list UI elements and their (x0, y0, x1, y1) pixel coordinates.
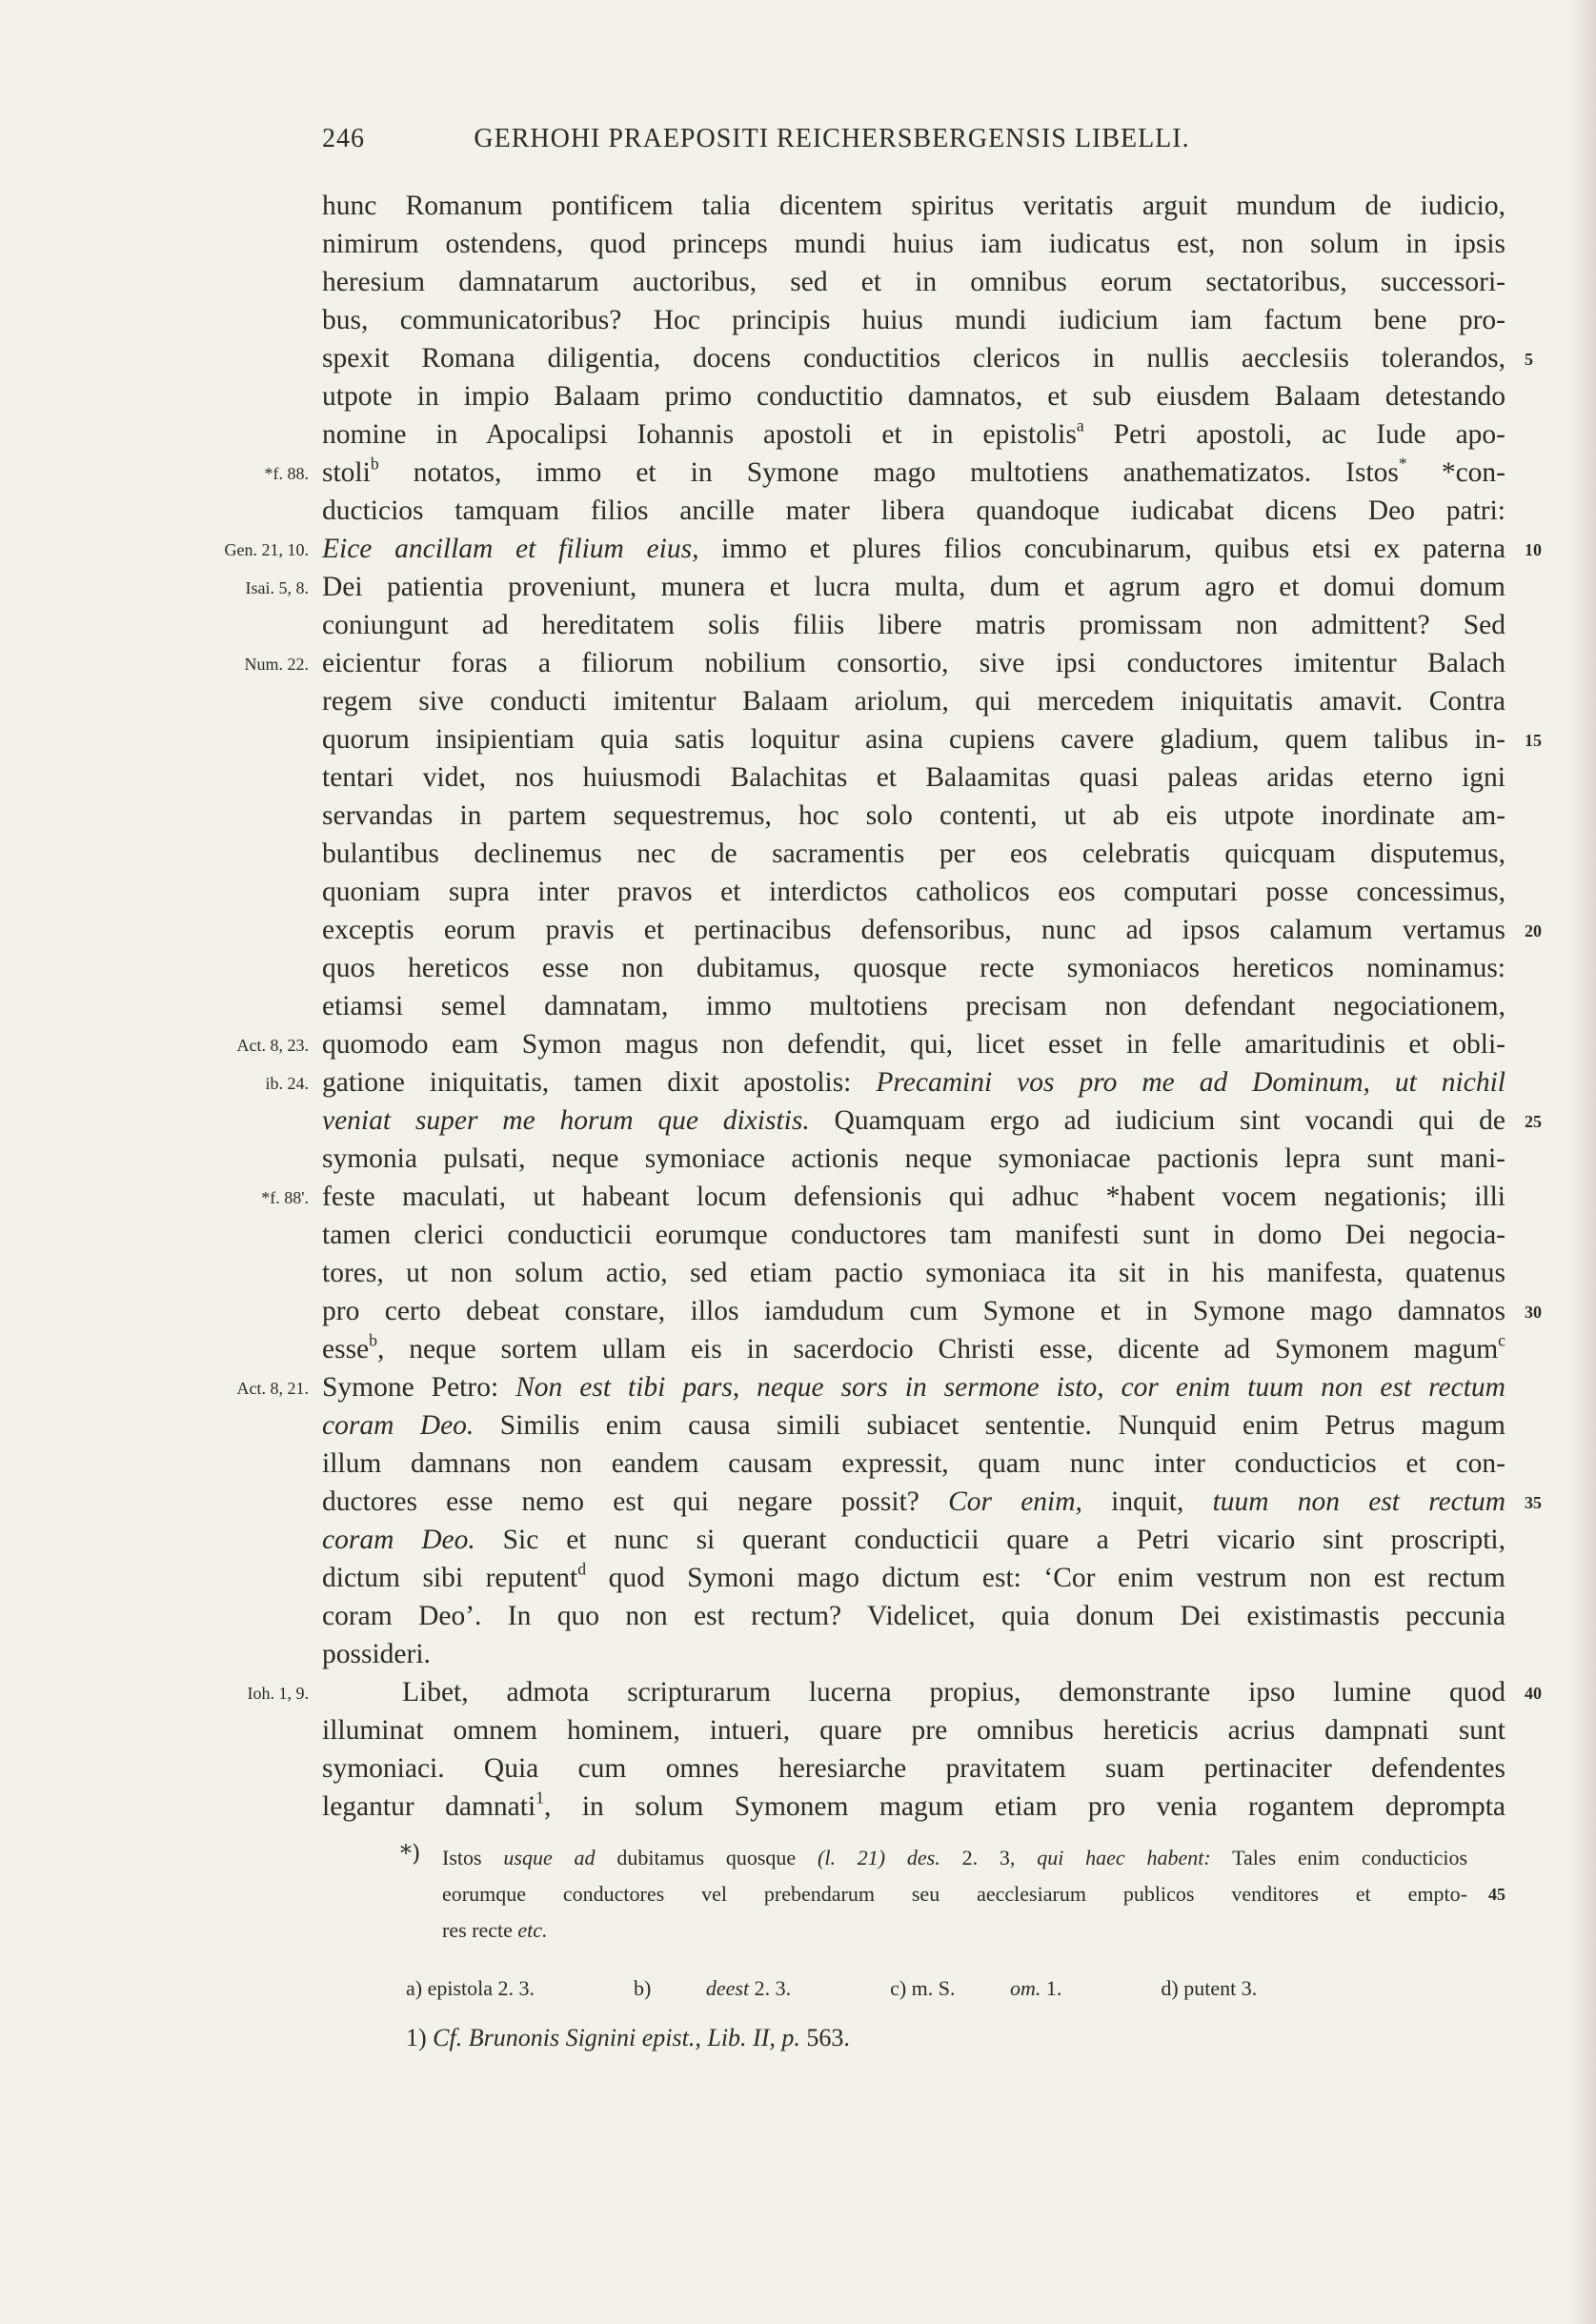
text-segment: Precamini vos pro me ad Dominum, ut nichil (876, 1067, 1505, 1098)
text-segment: tentari videt, nos huiusmodi Balachitas et Balaamitas quasi paleas aridas eterno igni (322, 762, 1505, 793)
text-segment: quod Symoni mago dictum est: ‘Cor enim vestrum non est rectum (586, 1563, 1505, 1593)
margin-reference: Num. 22. (244, 655, 309, 674)
text-segment: symoniaci. Quia cum omnes heresiarche pravitatem suam pertinaciter defendentes (322, 1753, 1505, 1784)
text-segment: Istos (442, 1846, 504, 1869)
text-segment: stoli (322, 457, 371, 488)
text-segment: d) putent 3. (1161, 1976, 1258, 2000)
text-segment: Sic et nunc si querant conducticii quare a Petri vicario sint proscripti, (475, 1525, 1506, 1555)
text-line (322, 987, 1505, 1025)
text-segment: 563. (799, 2024, 850, 2051)
text-segment: des. (906, 1846, 940, 1869)
footnote-ref: * (1398, 454, 1407, 474)
text-segment: hunc Romanum pontificem talia dicentem spiritus veritatis arguit mundum de iudicio, (322, 191, 1505, 221)
text-segment: esse (322, 1334, 370, 1364)
margin-reference: Gen. 21, 10. (224, 540, 309, 559)
text-segment: 1) (406, 2024, 434, 2051)
footnote-star-marker: *) (400, 1840, 421, 1867)
footnote-line (400, 1876, 1505, 1912)
text-line (322, 758, 1505, 797)
text-segment: symonia pulsati, neque symoniace actionis neque symoniacae pactionis lepra sunt mani- (322, 1143, 1505, 1174)
text-line (322, 835, 1505, 873)
text-segment: heresium damnatarum auctoribus, sed et in omnibus eorum sectatoribus, successori- (322, 267, 1505, 297)
footnote-ref: c (1498, 1330, 1505, 1350)
page-edge-shadow (1571, 0, 1596, 2324)
text-segment: qui haec habent: (1037, 1846, 1211, 1869)
line-number: 5 (1525, 350, 1533, 369)
text-segment: notatos, immo et in Symone mago multotiens anathematizatos. Istos (378, 457, 1399, 488)
variant-note (406, 1976, 584, 2000)
text-line (322, 797, 1505, 835)
line-number: 40 (1525, 1684, 1542, 1703)
text-line (245, 568, 1505, 606)
line-number: 25 (1525, 1112, 1542, 1131)
text-line (236, 1368, 1505, 1406)
text-line (261, 1178, 1505, 1216)
text-segment: usque ad (503, 1846, 596, 1869)
footnote-ref: d (577, 1559, 587, 1579)
margin-reference: Isai. 5, 8. (245, 578, 309, 597)
text-segment: Petri apostoli, ac Iude apo- (1083, 419, 1505, 450)
text-segment: pro certo debeat constare, illos iamdudum cum Symone et in Symone mago damnatos (322, 1296, 1505, 1326)
text-segment: om. (1010, 1976, 1041, 2000)
text-line (264, 454, 1505, 492)
line-number: 10 (1525, 540, 1542, 559)
text-segment: Cf. Brunonis Signini epist., Lib. II, p. (433, 2024, 800, 2051)
text-line (322, 1483, 1542, 1521)
text-segment: quoniam supra inter pravos et interdictos catholicos eos computari posse concessimus, (322, 877, 1505, 907)
variant-note (634, 1976, 840, 2000)
text-line (322, 339, 1533, 377)
text-segment: coram Deo’. In quo non est rectum? Videlicet, quia donum Dei existimastis peccunia (322, 1601, 1505, 1631)
text-line (322, 1140, 1505, 1178)
running-title: GERHOHI PRAEPOSITI REICHERSBERGENSIS LIBELLI. (474, 124, 1190, 153)
text-segment: Symone Petro: (322, 1372, 516, 1403)
text-line (322, 606, 1505, 644)
textual-variants (406, 1976, 1356, 2001)
text-segment: immo et plures filios concubinarum, quibus etsi ex paterna (698, 534, 1505, 564)
text-segment: quomodo eam Symon magus non defendit, qui, licet esset in felle amaritudinis et obli- (322, 1029, 1505, 1060)
text-segment: 2. 3, (939, 1846, 1038, 1869)
margin-reference: Ioh. 1, 9. (247, 1684, 309, 1703)
text-line (322, 1559, 1505, 1597)
text-segment: inquit, (1081, 1486, 1213, 1517)
text-segment: ductores esse nemo est qui negare possit? (322, 1486, 949, 1517)
text-segment: Quamquam ergo ad iudicium sint vocandi qui de (809, 1105, 1505, 1136)
line-number: 35 (1525, 1493, 1542, 1512)
text-segment: Similis enim causa simili subiacet sententie. Nunquid enim Petrus magum (474, 1410, 1506, 1441)
footnote-ref: a (1076, 415, 1084, 435)
text-line (322, 1292, 1542, 1330)
text-line (322, 492, 1505, 530)
text-segment: feste maculati, ut habeant locum defensionis qui adhuc *habent vocem negationis; illi (322, 1182, 1505, 1212)
margin-reference: *f. 88'. (261, 1188, 309, 1207)
text-line (322, 1101, 1542, 1140)
text-segment: res recte (442, 1918, 518, 1942)
text-segment: tores, ut non solum actio, sed etiam pactio symoniaca ita sit in his manifesta, quatenus (322, 1258, 1505, 1288)
text-line (322, 377, 1505, 415)
text-segment: spexit Romana diligentia, docens conductitios clericos in nullis aecclesiis tolerandos, (322, 343, 1505, 374)
text-line (322, 263, 1505, 301)
text-line (322, 1216, 1505, 1254)
text-segment: eorumque conductores vel prebendarum seu aecclesiarum publicos venditores et empto- (442, 1882, 1467, 1906)
text-line (244, 644, 1505, 682)
text-segment: 2. 3. (749, 1976, 792, 2000)
text-line (322, 1445, 1505, 1483)
text-segment: c) m. S. (890, 1976, 961, 2000)
text-line (224, 530, 1542, 568)
text-segment: (l. 21) (818, 1846, 886, 1869)
margin-reference: *f. 88. (264, 464, 309, 483)
text-segment: deest (705, 1976, 750, 2000)
text-segment: illum damnans non eandem causam expressit, quam nunc inter conducticios et con- (322, 1448, 1505, 1479)
text-segment: etc. (517, 1918, 548, 1942)
footnote-star (400, 1840, 1505, 1949)
text-line (322, 1711, 1505, 1749)
text-segment: eicientur foras a filiorum nobilium consortio, sive ipsi conductores imitentur Balach (322, 648, 1505, 678)
text-segment: regem sive conducti imitentur Balaam ariolum, qui mercedem iniquitatis amavit. Contra (322, 686, 1505, 717)
text-segment: tamen clerici conducticii eorumque conductores tam manifesti sunt in domo Dei negocia- (322, 1220, 1505, 1250)
text-line (322, 911, 1542, 949)
text-segment: *con- (1406, 457, 1505, 488)
text-line (322, 1254, 1505, 1292)
text-segment: Tales enim conducticios (1210, 1846, 1468, 1869)
text-segment: nimirum ostendens, quod princeps mundi huius iam iudicatus est, non solum in ipsis (322, 229, 1505, 259)
text-segment: a) epistola 2. 3. (406, 1976, 535, 2000)
text-line (322, 873, 1505, 911)
text-segment: exceptis eorum pravis et pertinacibus defensoribus, nunc ad ipsos calamum vertamus (322, 915, 1505, 945)
text-line (322, 1788, 1505, 1826)
text-segment: etiamsi semel damnatam, immo multotiens precisam non defendant negociationem, (322, 991, 1505, 1021)
margin-reference: Act. 8, 21. (236, 1379, 309, 1398)
text-segment: , neque sortem ullam eis in sacerdocio Christi esse, dicente ad Symonem magum (377, 1334, 1499, 1364)
text-segment: possideri. (322, 1639, 431, 1669)
page-number: 246 (322, 124, 365, 153)
text-line (322, 720, 1542, 758)
text-segment: ducticios tamquam filios ancille mater libera quandoque iudicabat dicens Deo patri: (322, 495, 1505, 526)
text-line (322, 1406, 1505, 1445)
text-segment: dictum sibi reputent (322, 1563, 578, 1593)
text-segment: 1. (1040, 1976, 1062, 2000)
text-segment: coram Deo. (322, 1410, 475, 1441)
margin-reference: Act. 8, 23. (236, 1036, 309, 1055)
text-segment: , in solum Symonem magum etiam pro venia rogantem deprompta (543, 1791, 1505, 1822)
line-number: 20 (1525, 921, 1542, 940)
footnote-ref: b (369, 1330, 377, 1350)
text-line (322, 1597, 1505, 1635)
text-segment: coram Deo. (322, 1525, 475, 1555)
text-segment: Cor enim, (948, 1486, 1082, 1517)
text-segment: gatione iniquitatis, tamen dixit apostolis: (322, 1067, 877, 1098)
line-number: 15 (1525, 731, 1542, 750)
margin-reference: ib. 24. (265, 1074, 309, 1093)
variant-note (890, 1976, 1111, 2000)
text-segment: legantur damnati (322, 1791, 536, 1822)
text-line (322, 301, 1505, 339)
text-segment: veniat super me horum que dixistis. (322, 1105, 810, 1136)
line-number: 45 (1488, 1885, 1505, 1904)
text-segment: bus, communicatoribus? Hoc principis huius mundi iudicium iam factum bene pro- (322, 305, 1505, 335)
footnote-ref: b (370, 454, 379, 474)
text-line (322, 225, 1505, 263)
footnote-line (400, 1840, 1467, 1876)
footnote-ref: 1 (535, 1788, 544, 1808)
text-line (322, 949, 1505, 987)
text-segment: quorum insipientiam quia satis loquitur asina cupiens cavere gladium, quem talibus in- (322, 724, 1505, 755)
text-line (247, 1673, 1542, 1711)
text-line (236, 1025, 1505, 1063)
text-segment: Non est tibi pars, neque sors in sermone isto, cor enim tuum non est rectum (515, 1372, 1505, 1403)
text-line (322, 1330, 1505, 1368)
text-line (322, 1521, 1505, 1559)
source-note (406, 2024, 850, 2052)
text-line (322, 1635, 1505, 1673)
running-header (322, 124, 1284, 162)
text-segment: servandas in partem sequestremus, hoc solo contenti, ut ab eis utpote inordinate am- (322, 800, 1505, 831)
text-segment: tuum non est rectum (1212, 1486, 1506, 1517)
text-line (265, 1063, 1505, 1101)
text-segment: dubitamus quosque (595, 1846, 818, 1869)
variant-note (1161, 1976, 1306, 2000)
text-segment: bulantibus declinemus nec de sacramentis per eos celebratis quicquam disputemus, (322, 839, 1505, 869)
footnote-line (400, 1912, 1467, 1949)
text-segment: nomine in Apocalipsi Iohannis apostoli et in epistolis (322, 419, 1077, 450)
text-line (322, 1749, 1505, 1788)
text-segment: coniungunt ad hereditatem solis filiis libere matris promissam non admittent? Sed (322, 610, 1505, 640)
text-segment: quos hereticos esse non dubitamus, quosque recte symoniacos hereticos nominamus: (322, 953, 1505, 983)
text-line (322, 415, 1505, 454)
text-segment: Libet, admota scripturarum lucerna propius, demonstrante ipso lumine quod (402, 1677, 1505, 1708)
text-line (322, 187, 1505, 225)
text-segment: Eice ancillam et filium eius, (322, 534, 699, 564)
text-segment: Dei patientia proveniunt, munera et lucra multa, dum et agrum agro et domui domum (322, 572, 1505, 602)
main-text (224, 187, 1542, 1826)
text-segment (885, 1846, 907, 1869)
text-segment: utpote in impio Balaam primo conductitio damnatos, et sub eiusdem Balaam detestando (322, 381, 1505, 412)
text-segment: illuminat omnem hominem, intueri, quare pre omnibus hereticis acrius dampnati sunt (322, 1715, 1505, 1746)
text-line (322, 682, 1505, 720)
line-number: 30 (1525, 1303, 1542, 1322)
text-segment: b) (634, 1976, 657, 2000)
